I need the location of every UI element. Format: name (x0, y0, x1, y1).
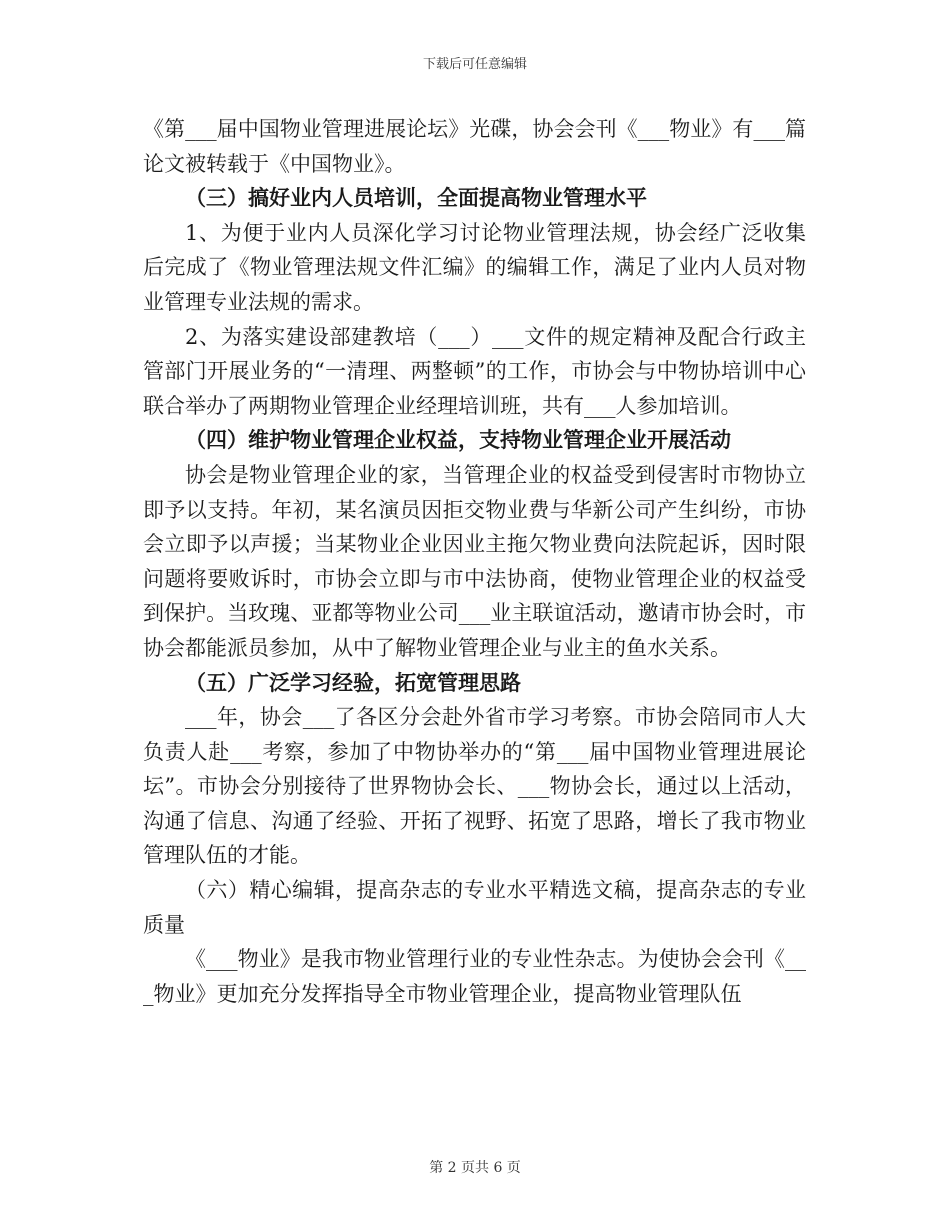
section-heading-3: （三）搞好业内人员培训，全面提高物业管理水平 (185, 185, 647, 211)
paragraph-continued: 《第___届中国物业管理进展论坛》光碟，协会会刊《___物业》有___篇论文被转载于《中国物业》。 (143, 117, 806, 176)
section-heading-5: （五）广泛学习经验，拓宽管理思路 (185, 669, 521, 695)
paragraph-study: ___年，协会___了各区分会赴外省市学习考察。市协会陪同市人大负责人赴___考察，参加了中物协举办的“第___届中国物业管理进展论坛”。市协会分别接待了世界物协会长、___物协会长，通过以上活动，沟通了信息、沟通了经验、开拓了视野、拓宽了思路，增长了我市物业管理队伍的才能。 (143, 705, 806, 868)
section-heading-4: （四）维护物业管理企业权益，支持物业管理企业开展活动 (185, 427, 731, 453)
paragraph-training-1: 1、为便于业内人员深化学习讨论物业管理法规，协会经广泛收集后完成了《物业管理法规文件汇编》的编辑工作，满足了业内人员对物业管理专业法规的需求。 (143, 220, 806, 314)
section-heading-6: （六）精心编辑，提高杂志的专业水平精选文稿，提高杂志的专业质量 (143, 878, 806, 937)
page-footer: 第 2 页共 6 页 (429, 1160, 521, 1176)
paragraph-magazine: 《___物业》是我市物业管理行业的专业性杂志。为使协会会刊《___物业》更加充分发挥指导全市物业管理企业，提高物业管理队伍 (143, 947, 806, 1006)
paragraph-rights: 协会是物业管理企业的家，当管理企业的权益受到侵害时市物协立即予以支持。年初，某名演员因拒交物业费与华新公司产生纠纷，市协会立即予以声援；当某物业企业因业主拖欠物业费向法院起诉，因时限问题将要败诉时，市协会立即与市中法协商，使物业管理企业的权益受到保护。当玫瑰、亚都等物业公司___业主联谊活动，邀请市协会时，市协会都能派员参加，从中了解物业管理企业与业主的鱼水关系。 (143, 462, 806, 660)
page-header: 下载后可任意编辑 (422, 57, 527, 72)
paragraph-training-2: 2、为落实建设部建教培（___）___文件的规定精神及配合行政主管部门开展业务的“一清理、两整顿”的工作，市协会与中物协培训中心联合举办了两期物业管理企业经理培训班，共有___人参加培训。 (143, 324, 806, 418)
document-body (143, 112, 806, 1011)
